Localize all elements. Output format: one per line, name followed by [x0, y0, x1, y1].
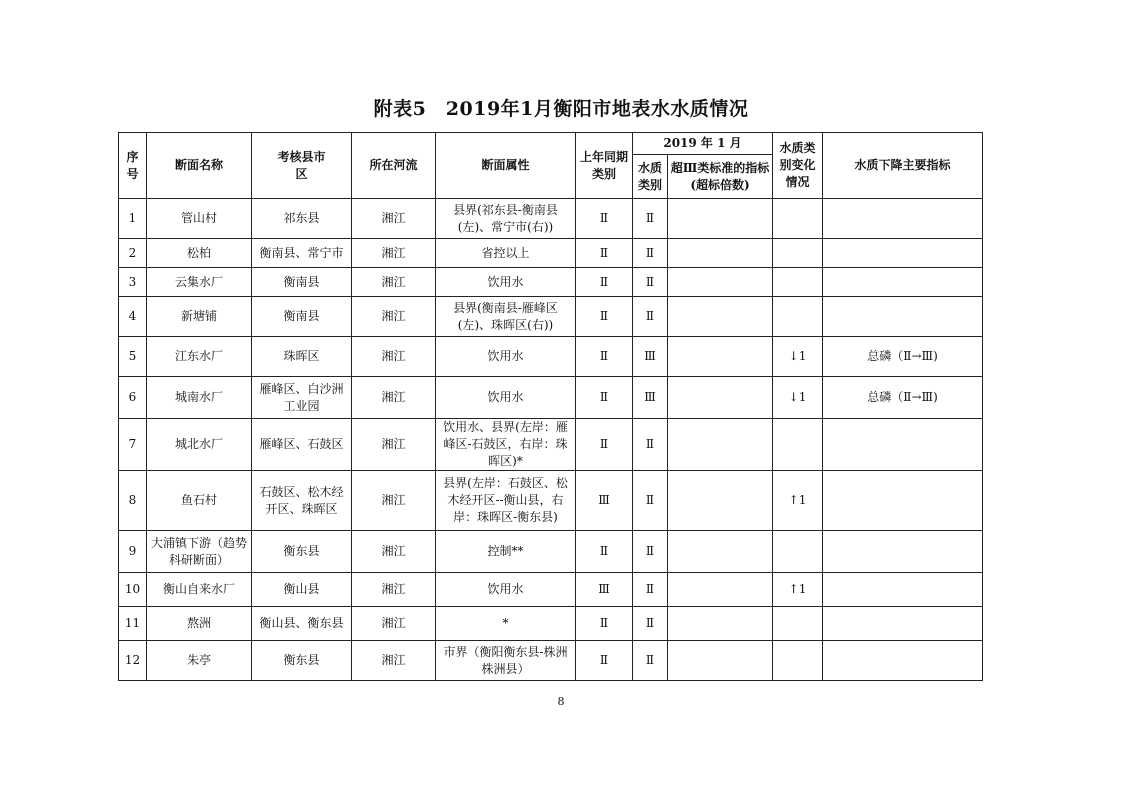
- cell-attr: 饮用水: [436, 377, 576, 419]
- cell-exceed: [668, 337, 773, 377]
- cell-class: Ⅱ: [633, 573, 668, 607]
- cell-name: 新塘铺: [147, 297, 252, 337]
- table-row: [119, 377, 983, 419]
- cell-seq: 9: [119, 531, 147, 573]
- cell-name: 熬洲: [147, 607, 252, 641]
- table-row: [119, 531, 983, 573]
- cell-attr: *: [436, 607, 576, 641]
- cell-class: Ⅱ: [633, 531, 668, 573]
- header-period: 2019 年 1 月: [633, 133, 773, 155]
- cell-river: 湘江: [352, 607, 436, 641]
- header-river: 所在河流: [352, 133, 436, 199]
- cell-river: 湘江: [352, 419, 436, 471]
- cell-county: 衡山县、衡东县: [252, 607, 352, 641]
- cell-attr: 县界(祁东县-衡南县(左)、常宁市(右)): [436, 199, 576, 239]
- cell-seq: 6: [119, 377, 147, 419]
- cell-river: 湘江: [352, 199, 436, 239]
- cell-name: 城北水厂: [147, 419, 252, 471]
- cell-class: Ⅱ: [633, 239, 668, 268]
- cell-county: 珠晖区: [252, 337, 352, 377]
- cell-last-year: Ⅱ: [576, 531, 633, 573]
- cell-name: 江东水厂: [147, 337, 252, 377]
- cell-pollutant: [823, 199, 983, 239]
- cell-last-year: Ⅱ: [576, 419, 633, 471]
- table-row: [119, 337, 983, 377]
- table-header: [119, 133, 983, 199]
- cell-name: 松柏: [147, 239, 252, 268]
- cell-class: Ⅲ: [633, 377, 668, 419]
- cell-seq: 5: [119, 337, 147, 377]
- cell-attr: 饮用水: [436, 268, 576, 297]
- table-row: [119, 607, 983, 641]
- header-county: 考核县市区: [252, 133, 352, 199]
- table-row: [119, 199, 983, 239]
- cell-name: 城南水厂: [147, 377, 252, 419]
- cell-attr: 饮用水: [436, 573, 576, 607]
- cell-pollutant: [823, 419, 983, 471]
- cell-last-year: Ⅱ: [576, 337, 633, 377]
- cell-change: ↓1: [773, 337, 823, 377]
- cell-exceed: [668, 268, 773, 297]
- table-row: [119, 471, 983, 531]
- cell-exceed: [668, 607, 773, 641]
- table-row: [119, 268, 983, 297]
- cell-class: Ⅱ: [633, 297, 668, 337]
- cell-change: ↑1: [773, 573, 823, 607]
- cell-pollutant: [823, 641, 983, 681]
- cell-county: 石鼓区、松木经开区、珠晖区: [252, 471, 352, 531]
- cell-attr: 县界(衡南县-雁峰区(左)、珠晖区(右)): [436, 297, 576, 337]
- cell-county: 衡南县: [252, 268, 352, 297]
- cell-last-year: Ⅱ: [576, 268, 633, 297]
- table-row: [119, 573, 983, 607]
- cell-exceed: [668, 199, 773, 239]
- cell-name: 鱼石村: [147, 471, 252, 531]
- cell-last-year: Ⅲ: [576, 573, 633, 607]
- cell-class: Ⅲ: [633, 337, 668, 377]
- cell-river: 湘江: [352, 337, 436, 377]
- cell-pollutant: [823, 607, 983, 641]
- cell-county: 衡南县、常宁市: [252, 239, 352, 268]
- cell-change: [773, 199, 823, 239]
- cell-name: 管山村: [147, 199, 252, 239]
- cell-last-year: Ⅱ: [576, 199, 633, 239]
- header-pollutant: 水质下降主要指标: [823, 133, 983, 199]
- cell-exceed: [668, 471, 773, 531]
- cell-river: 湘江: [352, 573, 436, 607]
- table-body: [119, 199, 983, 681]
- cell-pollutant: 总磷（Ⅱ→Ⅲ): [823, 377, 983, 419]
- cell-county: 雁峰区、石鼓区: [252, 419, 352, 471]
- cell-pollutant: [823, 471, 983, 531]
- cell-county: 雁峰区、白沙洲工业园: [252, 377, 352, 419]
- cell-last-year: Ⅱ: [576, 377, 633, 419]
- cell-county: 衡南县: [252, 297, 352, 337]
- cell-change: [773, 268, 823, 297]
- cell-seq: 12: [119, 641, 147, 681]
- cell-class: Ⅱ: [633, 419, 668, 471]
- cell-seq: 1: [119, 199, 147, 239]
- cell-attr: 县界(左岸：石鼓区、松木经开区--衡山县，右岸：珠晖区-衡东县): [436, 471, 576, 531]
- cell-class: Ⅱ: [633, 199, 668, 239]
- cell-attr: 市界（衡阳衡东县-株洲株洲县）: [436, 641, 576, 681]
- cell-seq: 11: [119, 607, 147, 641]
- cell-change: [773, 641, 823, 681]
- cell-change: [773, 297, 823, 337]
- cell-change: [773, 607, 823, 641]
- cell-pollutant: [823, 573, 983, 607]
- cell-last-year: Ⅱ: [576, 641, 633, 681]
- cell-last-year: Ⅱ: [576, 239, 633, 268]
- cell-class: Ⅱ: [633, 607, 668, 641]
- cell-pollutant: [823, 268, 983, 297]
- header-exceed: 超Ⅲ类标准的指标(超标倍数): [668, 155, 773, 199]
- table-row: [119, 297, 983, 337]
- cell-attr: 饮用水、县界(左岸：雁峰区-石鼓区，右岸：珠晖区)*: [436, 419, 576, 471]
- cell-last-year: Ⅲ: [576, 471, 633, 531]
- cell-class: Ⅱ: [633, 471, 668, 531]
- cell-river: 湘江: [352, 297, 436, 337]
- water-quality-table: [118, 132, 983, 681]
- cell-exceed: [668, 297, 773, 337]
- cell-attr: 控制**: [436, 531, 576, 573]
- cell-class: Ⅱ: [633, 268, 668, 297]
- cell-exceed: [668, 641, 773, 681]
- cell-change: [773, 419, 823, 471]
- cell-county: 祁东县: [252, 199, 352, 239]
- header-name: 断面名称: [147, 133, 252, 199]
- cell-pollutant: 总磷（Ⅱ→Ⅲ): [823, 337, 983, 377]
- cell-exceed: [668, 573, 773, 607]
- cell-seq: 8: [119, 471, 147, 531]
- cell-change: [773, 239, 823, 268]
- cell-last-year: Ⅱ: [576, 297, 633, 337]
- header-class: 水质类别: [633, 155, 668, 199]
- cell-seq: 3: [119, 268, 147, 297]
- cell-exceed: [668, 419, 773, 471]
- cell-class: Ⅱ: [633, 641, 668, 681]
- table-row: [119, 419, 983, 471]
- cell-name: 云集水厂: [147, 268, 252, 297]
- cell-exceed: [668, 239, 773, 268]
- cell-attr: 饮用水: [436, 337, 576, 377]
- cell-attr: 省控以上: [436, 239, 576, 268]
- cell-pollutant: [823, 297, 983, 337]
- header-attr: 断面属性: [436, 133, 576, 199]
- cell-name: 朱亭: [147, 641, 252, 681]
- header-seq: 序号: [119, 133, 147, 199]
- page-number: 8: [557, 695, 565, 708]
- cell-seq: 10: [119, 573, 147, 607]
- cell-river: 湘江: [352, 239, 436, 268]
- cell-name: 大浦镇下游（趋势科研断面）: [147, 531, 252, 573]
- header-change: 水质类别变化情况: [773, 133, 823, 199]
- cell-county: 衡东县: [252, 531, 352, 573]
- page-title: 附表5 2019年1月衡阳市地表水水质情况: [373, 98, 749, 120]
- table-row: [119, 239, 983, 268]
- cell-pollutant: [823, 531, 983, 573]
- cell-river: 湘江: [352, 531, 436, 573]
- cell-seq: 4: [119, 297, 147, 337]
- cell-river: 湘江: [352, 377, 436, 419]
- cell-exceed: [668, 377, 773, 419]
- cell-seq: 2: [119, 239, 147, 268]
- cell-change: ↑1: [773, 471, 823, 531]
- cell-river: 湘江: [352, 471, 436, 531]
- table-row: [119, 641, 983, 681]
- cell-river: 湘江: [352, 641, 436, 681]
- cell-river: 湘江: [352, 268, 436, 297]
- cell-exceed: [668, 531, 773, 573]
- cell-change: [773, 531, 823, 573]
- cell-change: ↓1: [773, 377, 823, 419]
- cell-county: 衡山县: [252, 573, 352, 607]
- cell-county: 衡东县: [252, 641, 352, 681]
- cell-seq: 7: [119, 419, 147, 471]
- cell-pollutant: [823, 239, 983, 268]
- cell-last-year: Ⅱ: [576, 607, 633, 641]
- header-last-year: 上年同期类别: [576, 133, 633, 199]
- cell-name: 衡山自来水厂: [147, 573, 252, 607]
